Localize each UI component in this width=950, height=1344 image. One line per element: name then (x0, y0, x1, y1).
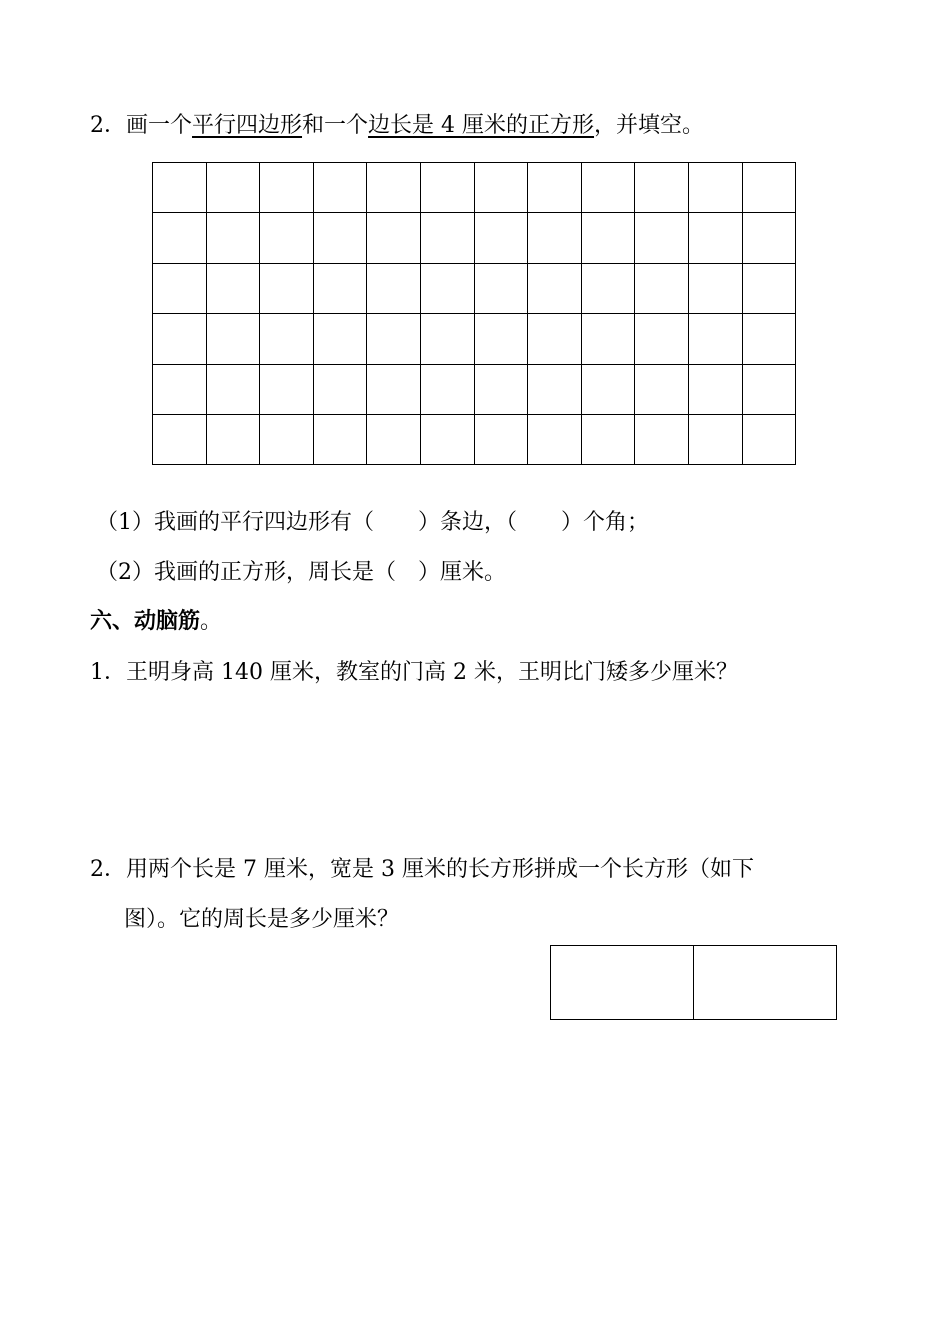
grid-cell (528, 314, 582, 364)
grid-cell (420, 414, 474, 464)
rectangle-figure (550, 945, 837, 1020)
section-6-heading (90, 607, 222, 637)
rectangle-right (694, 945, 837, 1020)
grid-cell (206, 314, 260, 364)
grid-cell (206, 263, 260, 313)
grid-cell (474, 414, 528, 464)
grid-cell (635, 314, 689, 364)
grid-cell (688, 263, 742, 313)
grid-cell (581, 263, 635, 313)
grid-cell (206, 364, 260, 414)
grid-row (153, 314, 796, 364)
grid-cell (153, 314, 207, 364)
grid-row (153, 213, 796, 263)
question-number: 2． (90, 113, 126, 138)
grid-cell (420, 213, 474, 263)
grid-cell (742, 263, 796, 313)
grid-cell (528, 213, 582, 263)
grid-cell (474, 314, 528, 364)
section-title-suffix: 。 (200, 609, 223, 634)
grid-cell (313, 213, 367, 263)
grid-cell (206, 414, 260, 464)
grid-cell (367, 414, 421, 464)
grid-cell (742, 414, 796, 464)
underlined-parallelogram: 平行四边形 (192, 113, 303, 138)
problem-2-line-1: 2．用两个长是 7 厘米，宽是 3 厘米的长方形拼成一个长方形（如下 (90, 857, 754, 882)
problem-2-line-2: 图）。它的周长是多少厘米？ (124, 907, 400, 932)
fill-blank-2: （2）我画的正方形，周长是（ ）厘米。 (96, 560, 506, 585)
grid-cell (688, 163, 742, 213)
grid-row (153, 364, 796, 414)
question-text: 和一个 (302, 113, 369, 138)
problem-1: 1．王明身高 140 厘米，教室的门高 2 米，王明比门矮多少厘米？ (90, 660, 738, 685)
grid-cell (581, 163, 635, 213)
grid-cell (153, 163, 207, 213)
grid-cell (742, 213, 796, 263)
grid-cell (313, 263, 367, 313)
grid-cell (474, 364, 528, 414)
grid-cell (474, 263, 528, 313)
grid-cell (635, 263, 689, 313)
grid-cell (635, 163, 689, 213)
grid-cell (260, 414, 314, 464)
grid-cell (153, 263, 207, 313)
grid-cell (206, 213, 260, 263)
grid-cell (367, 163, 421, 213)
grid-cell (742, 364, 796, 414)
grid-cell (635, 213, 689, 263)
grid-cell (635, 364, 689, 414)
grid-row (153, 163, 796, 213)
grid-cell (420, 314, 474, 364)
question-text: 画一个 (126, 113, 193, 138)
grid-cell (313, 364, 367, 414)
grid-cell (420, 364, 474, 414)
grid-cell (581, 364, 635, 414)
grid-cell (313, 414, 367, 464)
grid-cell (367, 213, 421, 263)
grid-cell (153, 364, 207, 414)
grid-cell (313, 163, 367, 213)
grid-cell (420, 263, 474, 313)
underlined-square: 边长是 4 厘米的正方形 (368, 113, 595, 138)
grid-cell (528, 364, 582, 414)
grid-row (153, 263, 796, 313)
grid-cell (206, 163, 260, 213)
grid-cell (742, 163, 796, 213)
rectangle-left (550, 945, 694, 1020)
grid-cell (581, 314, 635, 364)
grid-cell (688, 314, 742, 364)
grid-cell (260, 364, 314, 414)
drawing-grid (152, 162, 796, 465)
grid-cell (688, 364, 742, 414)
grid-cell (528, 263, 582, 313)
grid-cell (688, 213, 742, 263)
grid-cell (260, 163, 314, 213)
grid-cell (528, 414, 582, 464)
question-2-heading (90, 111, 704, 141)
grid-cell (528, 163, 582, 213)
grid-cell (581, 213, 635, 263)
grid-cell (260, 314, 314, 364)
grid-cell (367, 314, 421, 364)
grid-cell (742, 314, 796, 364)
grid-cell (635, 414, 689, 464)
grid-cell (153, 213, 207, 263)
grid-cell (688, 414, 742, 464)
grid-cell (313, 314, 367, 364)
grid-cell (367, 364, 421, 414)
grid-cell (260, 213, 314, 263)
grid-cell (367, 263, 421, 313)
fill-blank-1: （1）我画的平行四边形有（ ）条边，（ ）个角； (96, 510, 649, 535)
grid-cell (153, 414, 207, 464)
grid-cell (581, 414, 635, 464)
grid-cell (260, 263, 314, 313)
grid-row (153, 414, 796, 464)
grid-cell (474, 213, 528, 263)
question-text: ，并填空。 (594, 113, 705, 138)
grid-cell (474, 163, 528, 213)
section-title: 六、动脑筋 (90, 609, 201, 634)
grid-cell (420, 163, 474, 213)
